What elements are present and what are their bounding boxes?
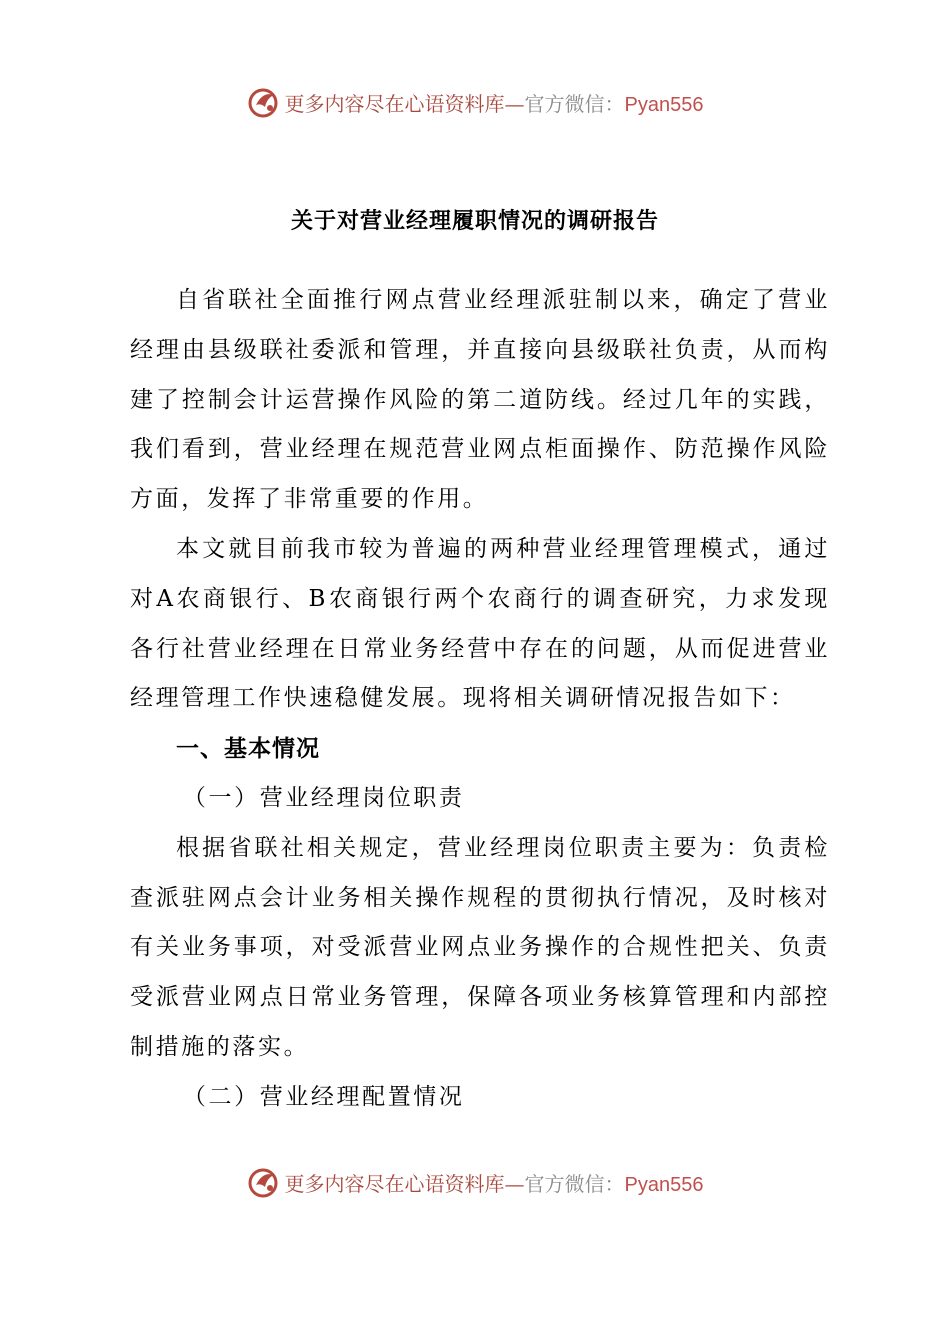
document-title: 关于对营业经理履职情况的调研报告: [290, 208, 659, 234]
watermark-prefix: 更多内容尽在心语资料库—: [284, 1171, 525, 1196]
watermark-banner-bottom: [0, 1162, 950, 1202]
watermark-banner-top: [0, 82, 950, 122]
brand-logo-icon: [247, 85, 281, 119]
body-paragraph-duties: 根据省联社相关规定，营业经理岗位职责主要为：负责检查派驻网点会计业务相关操作规程的贯彻执行情况，及时核对有关业务事项，对受派营业网点业务操作的合规性把关、负责受派营业网点日常业务管理，保障各项业务核算管理和内部控制措施的落实。: [130, 834, 830, 1060]
brand-logo-icon: [247, 1165, 281, 1199]
watermark-wechat-label: 官方微信：: [524, 91, 625, 116]
watermark-wechat-id: Pyan556: [624, 1173, 704, 1196]
watermark-wechat-label: 官方微信：: [524, 1171, 625, 1196]
body-paragraph-1: 自省联社全面推行网点营业经理派驻制以来，确定了营业经理由县级联社委派和管理，并直接向县级联社负责，从而构建了控制会计运营操作风险的第二道防线。经过几年的实践，我们看到，营业经理在规范营业网点柜面操作、防范操作风险方面，发挥了非常重要的作用。: [130, 287, 830, 513]
watermark-text: [285, 1168, 704, 1197]
document-body: [130, 276, 830, 1123]
watermark-text: [285, 88, 704, 117]
subsection-heading-allocation: （二）营业经理配置情况: [182, 1083, 465, 1110]
watermark-prefix: 更多内容尽在心语资料库—: [284, 91, 525, 116]
section-heading-basic: 一、基本情况: [176, 735, 320, 763]
subsection-heading-duties: （一）营业经理岗位职责: [182, 784, 465, 811]
watermark-wechat-id: Pyan556: [624, 93, 704, 116]
body-paragraph-2: 本文就目前我市较为普遍的两种营业经理管理模式，通过对A农商银行、B农商银行两个农商行的调查研究，力求发现各行社营业经理在日常业务经营中存在的问题，从而促进营业经理管理工作快速稳健发展。现将相关调研情况报告如下：: [130, 535, 830, 712]
